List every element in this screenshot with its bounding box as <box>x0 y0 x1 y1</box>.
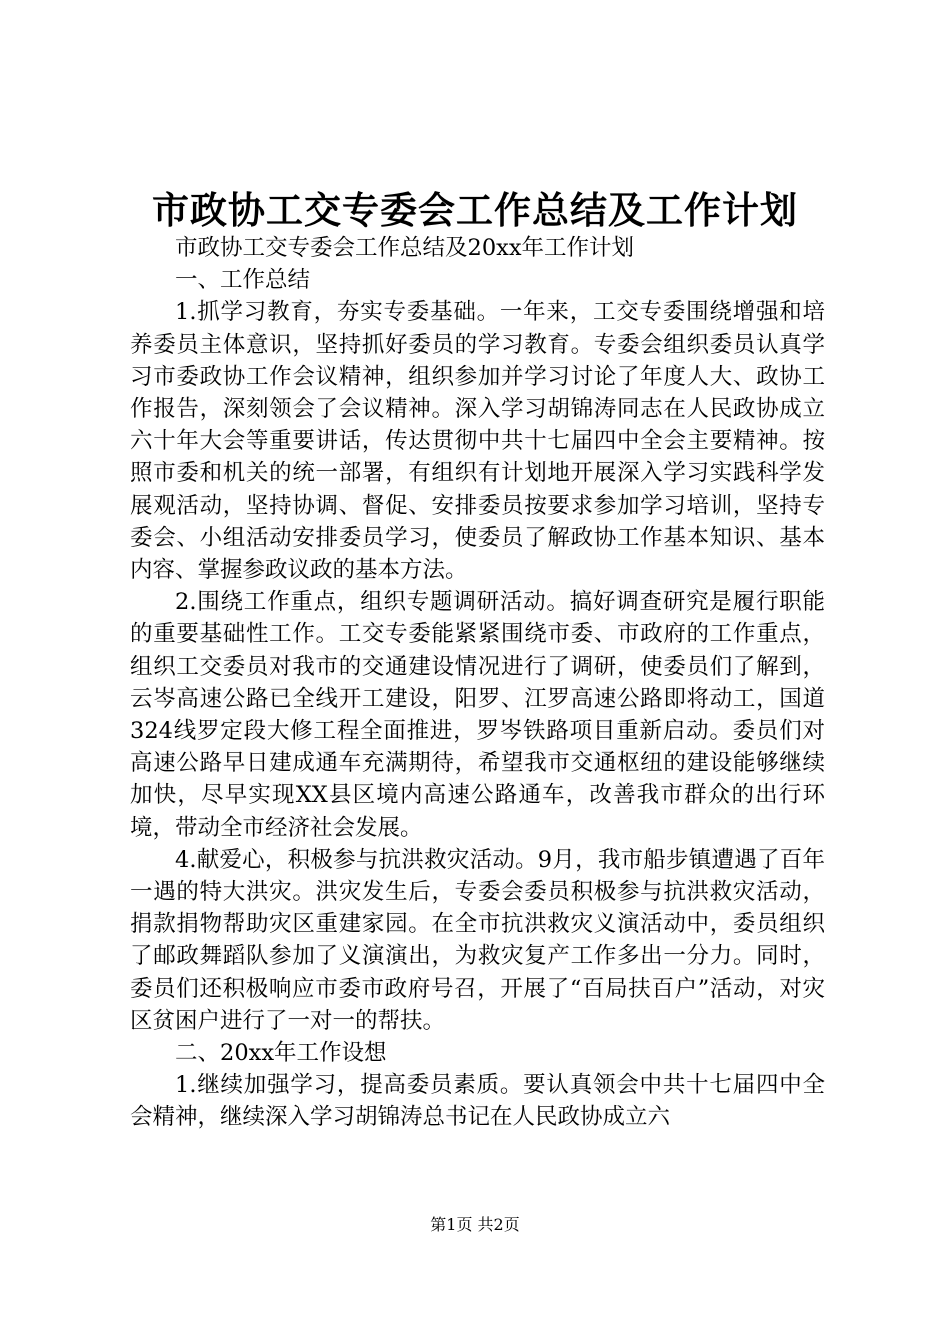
section-heading-plan: 二、20xx年工作设想 <box>175 1040 387 1067</box>
page-number-footer: 第1页 共2页 <box>430 1215 520 1234</box>
body-paragraph: 4.献爱心，积极参与抗洪救灾活动。9月，我市船步镇遭遇了百年一遇的特大洪灾。洪灾发生后，专委会委员积极参与抗洪救灾活动，捐款捐物帮助灾区重建家园。在全市抗洪救灾义演活动中，委员组织了邮政舞蹈队参加了义演演出，为救灾复产工作多出一分力。同时，委员们还积极响应市委市政府号召，开展了“百局扶百户”活动，对灾区贫困户进行了一对一的帮扶。 <box>130 846 825 1034</box>
section-heading-summary: 一、工作总结 <box>175 267 311 294</box>
body-paragraph: 1.抓学习教育，夯实专委基础。一年来，工交专委围绕增强和培养委员主体意识，坚持抓好委员的学习教育。专委会组织委员认真学习市委政协工作会议精神，组织参加并学习讨论了年度人大、政协工作报告，深刻领会了会议精神。深入学习胡锦涛同志在人民政协成立六十年大会等重要讲话，传达贯彻中共十七届四中全会主要精神。按照市委和机关的统一部署，有组织有计划地开展深入学习实践科学发展观活动，坚持协调、督促、安排委员按要求参加学习培训，坚持专委会、小组活动安排委员学习，使委员了解政协工作基本知识、基本内容、掌握参政议政的基本方法。 <box>130 299 825 584</box>
subtitle-paragraph: 市政协工交专委会工作总结及20xx年工作计划 <box>175 235 635 261</box>
body-paragraph: 1.继续加强学习，提高委员素质。要认真领会中共十七届四中全会精神，继续深入学习胡锦涛总书记在人民政协成立六 <box>130 1072 825 1131</box>
document-body <box>130 232 825 1134</box>
document-title: 市政协工交专委会工作总结及工作计划 <box>152 188 798 232</box>
body-paragraph: 2.围绕工作重点，组织专题调研活动。搞好调查研究是履行职能的重要基础性工作。工交专委能紧紧围绕市委、市政府的工作重点，组织工交委员对我市的交通建设情况进行了调研，使委员们了解到，云岑高速公路已全线开工建设，阳罗、江罗高速公路即将动工，国道324线罗定段大修工程全面推进，罗岑铁路项目重新启动。委员们对高速公路早日建成通车充满期待，希望我市交通枢纽的建设能够继续加快，尽早实现XX县区境内高速公路通车，改善我市群众的出行环境，带动全市经济社会发展。 <box>130 589 825 841</box>
